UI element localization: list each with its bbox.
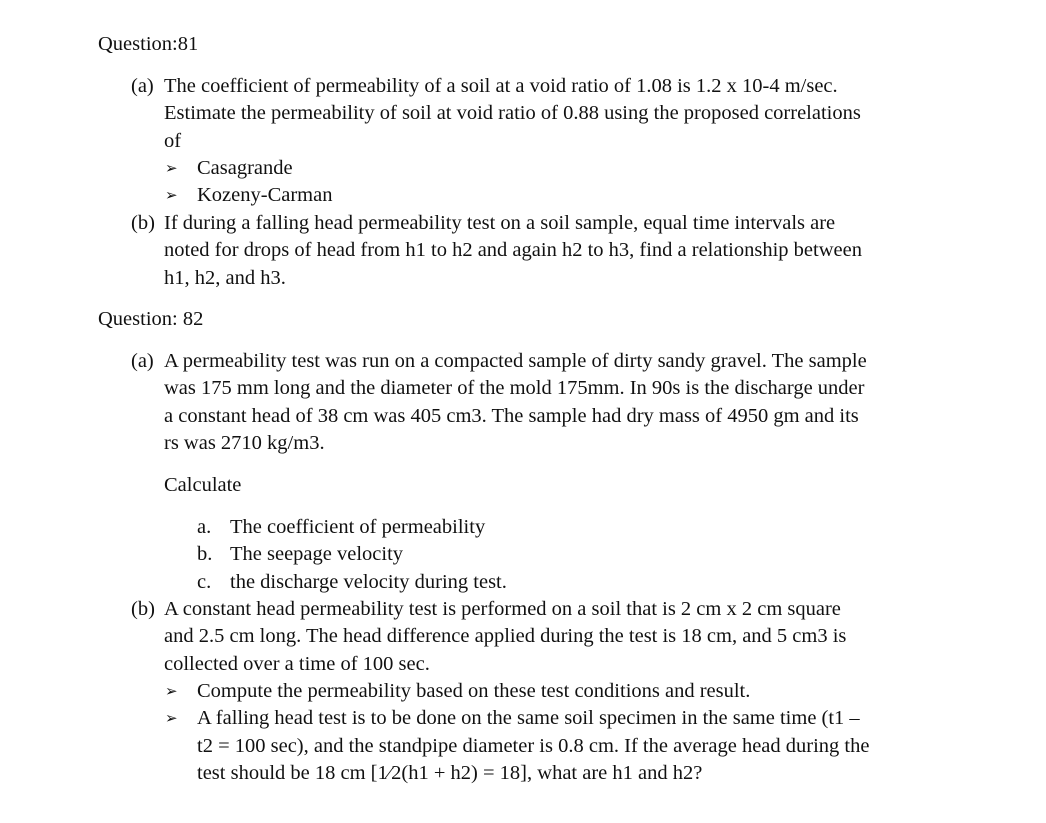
q82-a-line-3: a constant head of 38 cm was 405 cm3. The sample had dry mass of 4950 gm and its	[164, 405, 859, 427]
q82-calculate-label: Calculate	[164, 474, 242, 496]
question-81-title: Question:81	[98, 33, 199, 55]
q82-b-line-1: A constant head permeability test is performed on a soil that is 2 cm x 2 cm square	[164, 598, 841, 620]
q82-b-line-2: and 2.5 cm long. The head difference applied during the test is 18 cm, and 5 cm3 is	[164, 625, 847, 647]
q81-b-line-1: If during a falling head permeability test on a soil sample, equal time intervals are	[164, 212, 836, 234]
arrow-bullet-icon: ➢	[165, 682, 178, 700]
q82-a-line-2: was 175 mm long and the diameter of the mold 175mm. In 90s is the discharge under	[164, 377, 865, 399]
q81-b-line-3: h1, h2, and h3.	[164, 267, 286, 289]
q82-item-a-marker: a.	[197, 516, 212, 538]
q82-b-line-3: collected over a time of 100 sec.	[164, 653, 430, 675]
arrow-bullet-icon: ➢	[165, 186, 178, 204]
q82-part-b-marker: (b)	[131, 598, 155, 620]
q81-a-line-3: of	[164, 130, 182, 152]
q82-part-a-marker: (a)	[131, 350, 154, 372]
q82-b-bullet-2-line-2: t2 = 100 sec), and the standpipe diameter is 0.8 cm. If the average head during the	[197, 735, 870, 757]
q82-item-a-text: The coefficient of permeability	[230, 516, 486, 538]
q81-a-bullet-kozeny-carman: Kozeny-Carman	[197, 184, 333, 206]
q82-a-line-1: A permeability test was run on a compacted sample of dirty sandy gravel. The sample	[164, 350, 867, 372]
arrow-bullet-icon: ➢	[165, 159, 178, 177]
q82-b-bullet-2-line-3: test should be 18 cm [1⁄2(h1 + h2) = 18], what are h1 and h2?	[197, 762, 703, 784]
q82-item-b-marker: b.	[197, 543, 213, 565]
q81-a-bullet-casagrande: Casagrande	[197, 157, 293, 179]
question-82-title: Question: 82	[98, 308, 204, 330]
q82-item-c-text: the discharge velocity during test.	[230, 571, 507, 593]
q81-part-b-marker: (b)	[131, 212, 155, 234]
q82-item-b-text: The seepage velocity	[230, 543, 404, 565]
q82-a-line-4: rs was 2710 kg/m3.	[164, 432, 325, 454]
q82-item-c-marker: c.	[197, 571, 212, 593]
q81-a-line-2: Estimate the permeability of soil at void ratio of 0.88 using the proposed correlations	[164, 102, 861, 124]
q82-b-bullet-2-line-1: A falling head test is to be done on the same soil specimen in the same time (t1 –	[197, 707, 860, 729]
arrow-bullet-icon: ➢	[165, 709, 178, 727]
q82-b-bullet-1: Compute the permeability based on these test conditions and result.	[197, 680, 751, 702]
q81-part-a-marker: (a)	[131, 75, 154, 97]
q81-b-line-2: noted for drops of head from h1 to h2 and again h2 to h3, find a relationship between	[164, 239, 862, 261]
q81-a-line-1: The coefficient of permeability of a soil at a void ratio of 1.08 is 1.2 x 10-4 m/sec.	[164, 75, 838, 97]
